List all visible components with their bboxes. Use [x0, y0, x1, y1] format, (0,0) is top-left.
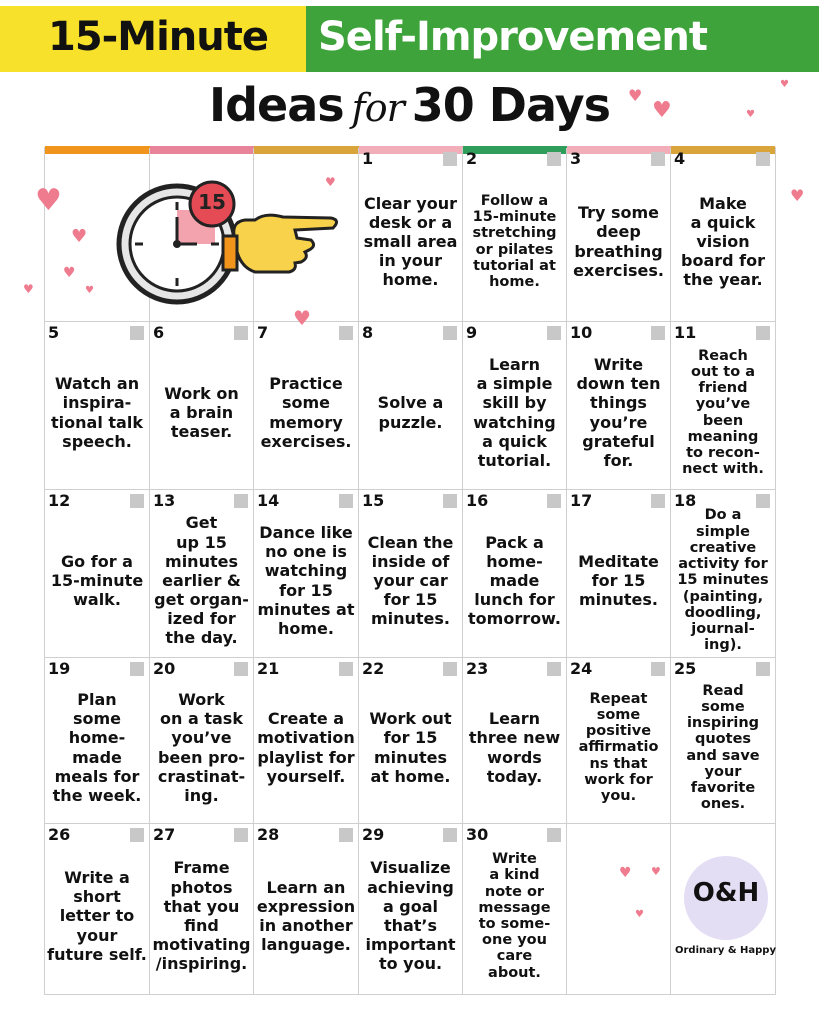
day-task-text: Learn an expression in another language.: [256, 877, 356, 955]
day-cell: [150, 490, 254, 658]
day-number: 18: [674, 491, 697, 510]
day-cell: [463, 658, 567, 824]
clock-badge-number: 15: [198, 190, 226, 214]
day-cell: [567, 658, 671, 824]
clock-pointing-hand-illustration: [105, 162, 345, 312]
subtitle-part1: Ideas: [209, 78, 344, 132]
logo-initials: O&H: [692, 878, 760, 908]
day-cell: [150, 658, 254, 824]
day-cell: [359, 658, 463, 824]
day-number: 25: [674, 659, 697, 678]
day-number: 27: [153, 825, 176, 844]
subtitle: [0, 78, 819, 132]
day-cell: [359, 148, 463, 322]
day-task-text: Write a kind note or message to some- one you care about.: [478, 851, 551, 981]
heart-icon: ♥: [23, 282, 34, 296]
day-number: 12: [48, 491, 71, 510]
day-task-text: Write down ten things you’re grateful for.: [576, 354, 661, 470]
heart-icon: ♥: [63, 265, 76, 281]
day-task-text: Write a short letter to your future self.: [47, 868, 147, 964]
day-number: 14: [257, 491, 280, 510]
day-cell: [254, 322, 359, 490]
day-cell: [671, 658, 775, 824]
heart-icon: ♥: [652, 98, 672, 123]
heart-icon: ♥: [635, 909, 644, 920]
calendar-grid: [23, 147, 776, 995]
day-task-text: Make a quick vision board for the year.: [681, 193, 765, 290]
day-task-text: Go for a 15-minute walk.: [50, 551, 144, 610]
day-cell: [671, 322, 775, 490]
day-number: 17: [570, 491, 593, 510]
heart-icon: ♥: [619, 865, 632, 881]
heart-icon: ♥: [293, 306, 311, 330]
day-task-text: Follow a 15-minute stretching or pilates tutorial at home.: [472, 192, 557, 290]
day-cell: [254, 824, 359, 994]
day-number: 22: [362, 659, 385, 678]
heart-icon: ♥: [71, 226, 88, 247]
day-number: 6: [153, 323, 165, 342]
day-task-text: Clean the inside of your car for 15 minutes.: [367, 532, 454, 629]
day-task-text: Practice some memory exercises.: [260, 374, 352, 451]
heart-icon: ♥: [35, 183, 62, 218]
day-cell: [150, 322, 254, 490]
day-task-text: Work out for 15 minutes at home.: [369, 709, 452, 786]
day-task-text: Get up 15 minutes earlier & get organ- ized for the day.: [154, 513, 249, 648]
day-task-text: Create a motivation playlist for yourself.: [257, 709, 355, 786]
day-number: 7: [257, 323, 269, 342]
day-task-text: Read some inspiring quotes and save your favorite ones.: [686, 682, 760, 813]
day-cell: [359, 824, 463, 994]
day-number: 13: [153, 491, 176, 510]
day-task-text: Try some deep breathing exercises.: [573, 203, 664, 280]
day-task-text: Repeat some positive affirmatio ns that work for you.: [578, 690, 659, 805]
day-task-text: Reach out to a friend you’ve been meaning to recon- nect with.: [682, 347, 764, 478]
day-number: 2: [466, 149, 478, 168]
day-number: 29: [362, 825, 385, 844]
day-cell: [359, 322, 463, 490]
day-number: 3: [570, 149, 582, 168]
heart-icon: ♥: [85, 285, 94, 296]
day-cell: [463, 490, 567, 658]
day-task-text: Work on a task you’ve been pro- crastinat- ing.: [157, 689, 246, 805]
subtitle-for: for: [351, 86, 404, 130]
heart-icon: ♥: [628, 86, 643, 105]
heart-icon: ♥: [780, 79, 789, 90]
day-number: 5: [48, 323, 60, 342]
title-part2: Self-Improvement: [318, 14, 707, 60]
subtitle-part2: 30 Days: [411, 78, 610, 132]
day-cell: [463, 824, 567, 994]
day-number: 15: [362, 491, 385, 510]
day-cell: [567, 148, 671, 322]
day-task-text: Work on a brain teaser.: [164, 383, 239, 442]
day-number: 16: [466, 491, 489, 510]
day-cell: [45, 658, 150, 824]
day-number: 28: [257, 825, 280, 844]
heart-icon: ♥: [651, 865, 661, 878]
day-cell: [45, 490, 150, 658]
day-cell: [567, 322, 671, 490]
day-task-text: Meditate for 15 minutes.: [578, 551, 659, 610]
day-task-text: Visualize achieving a goal that’s important to you.: [365, 858, 456, 974]
day-number: 21: [257, 659, 280, 678]
day-number: 24: [570, 659, 593, 678]
day-number: 26: [48, 825, 71, 844]
day-cell: [254, 490, 359, 658]
day-cell: [463, 148, 567, 322]
day-number: 1: [362, 149, 374, 168]
day-task-text: Pack a home- made lunch for tomorrow.: [468, 532, 561, 629]
day-cell: [567, 490, 671, 658]
heart-icon: ♥: [746, 109, 755, 120]
empty-cell: [567, 824, 671, 994]
title-banner: [0, 6, 819, 72]
day-task-text: Do a simple creative activity for 15 minutes (painting, doodling, journal- ing).: [677, 507, 769, 654]
day-number: 11: [674, 323, 697, 342]
day-cell: [463, 322, 567, 490]
day-number: 23: [466, 659, 489, 678]
brand-name: Ordinary & Happy: [675, 945, 776, 956]
day-number: 19: [48, 659, 71, 678]
day-task-text: Plan some home- made meals for the week.: [52, 689, 142, 805]
day-number: 9: [466, 323, 478, 342]
day-task-text: Learn a simple skill by watching a quick tutorial.: [473, 354, 556, 470]
day-number: 20: [153, 659, 176, 678]
day-task-text: Solve a puzzle.: [377, 393, 444, 432]
day-task-text: Dance like no one is watching for 15 minutes at home.: [257, 522, 355, 638]
day-cell: [45, 824, 150, 994]
day-task-text: Watch an inspira- tional talk speech.: [51, 374, 143, 451]
day-cell: [254, 658, 359, 824]
day-task-text: Learn three new words today.: [468, 709, 561, 786]
brand-logo: [684, 856, 768, 940]
day-number: 10: [570, 323, 593, 342]
day-cell: [359, 490, 463, 658]
day-task-text: Frame photos that you find motivating /inspiring.: [152, 858, 251, 974]
day-task-text: Clear your desk or a small area in your home.: [363, 193, 458, 290]
day-cell: [671, 148, 775, 322]
day-number: 30: [466, 825, 489, 844]
heart-icon: ♥: [325, 175, 336, 189]
day-number: 8: [362, 323, 374, 342]
day-number: 4: [674, 149, 686, 168]
heart-icon: ♥: [790, 186, 805, 205]
day-cell: [150, 824, 254, 994]
day-cell: [45, 322, 150, 490]
title-part1: 15-Minute: [48, 14, 268, 60]
day-cell: [671, 490, 775, 658]
